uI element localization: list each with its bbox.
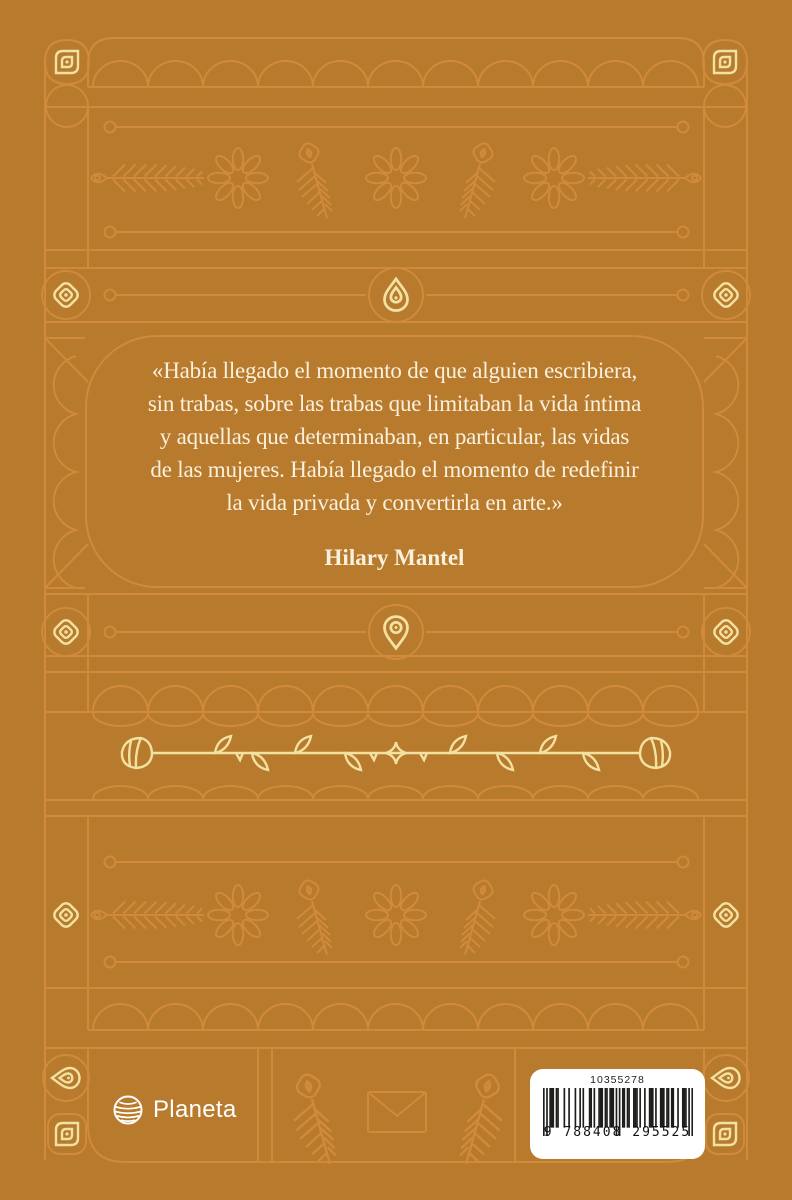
icon-band [42,268,750,322]
leaf-eye-icon [714,51,736,73]
envelope-icon [368,1092,426,1132]
barcode-internal-number: 10355278 [590,1074,645,1086]
arch-border [93,786,698,799]
drop-icon [52,1068,80,1088]
publisher-logo [112,1094,237,1126]
diamond-eye-icon [712,618,740,646]
barcode-panel [530,1069,705,1159]
leaf-eye-icon [56,1123,78,1145]
barcode-isbn-digits: 9 788408 295525 [543,1125,692,1140]
divider-rule [105,227,689,238]
drop-icon [712,1068,740,1088]
divider-rule [105,122,689,133]
diamond-eye-icon [52,281,80,309]
outer-frame-lines [45,62,747,1160]
scallop-row [93,61,698,87]
peacock-feather-motif [460,1069,505,1164]
rose-divider [122,736,670,770]
diamond-eye-icon [712,281,740,309]
quote-line: la vida privada y convertirla en arte.» [226,489,563,515]
motif-row [91,138,701,218]
scallop-row [93,686,698,712]
divider-rule [105,957,689,968]
peacock-feather-motif [291,1069,336,1164]
quote-line: y aquellas que determinaban, en particular, las vidas [159,423,630,449]
diamond-eye-icon [52,901,80,929]
quote-attribution: Hilary Mantel [324,544,465,570]
leaf-eye-icon [714,1123,736,1145]
quote-line: de las mujeres. Había llegado el momento de redefinir [150,456,639,482]
divider-rule [105,857,689,868]
diamond-eye-icon [712,901,740,929]
motif-row [91,875,701,955]
diamond-eye-icon [52,618,80,646]
publisher-name: Planeta [153,1096,237,1123]
drop-icon [385,279,408,311]
pin-icon [385,617,408,649]
scallop-row [93,1004,698,1030]
quote-line: «Había llegado el momento de que alguien escribiera, [151,357,638,383]
quote-panel [85,335,704,588]
arch-border [93,713,698,726]
globe-icon [112,1094,144,1126]
top-frame [88,38,704,87]
leaf-eye-icon [56,51,78,73]
quote-line: sin trabas, sobre las trabas que limitaban la vida íntima [147,390,642,416]
